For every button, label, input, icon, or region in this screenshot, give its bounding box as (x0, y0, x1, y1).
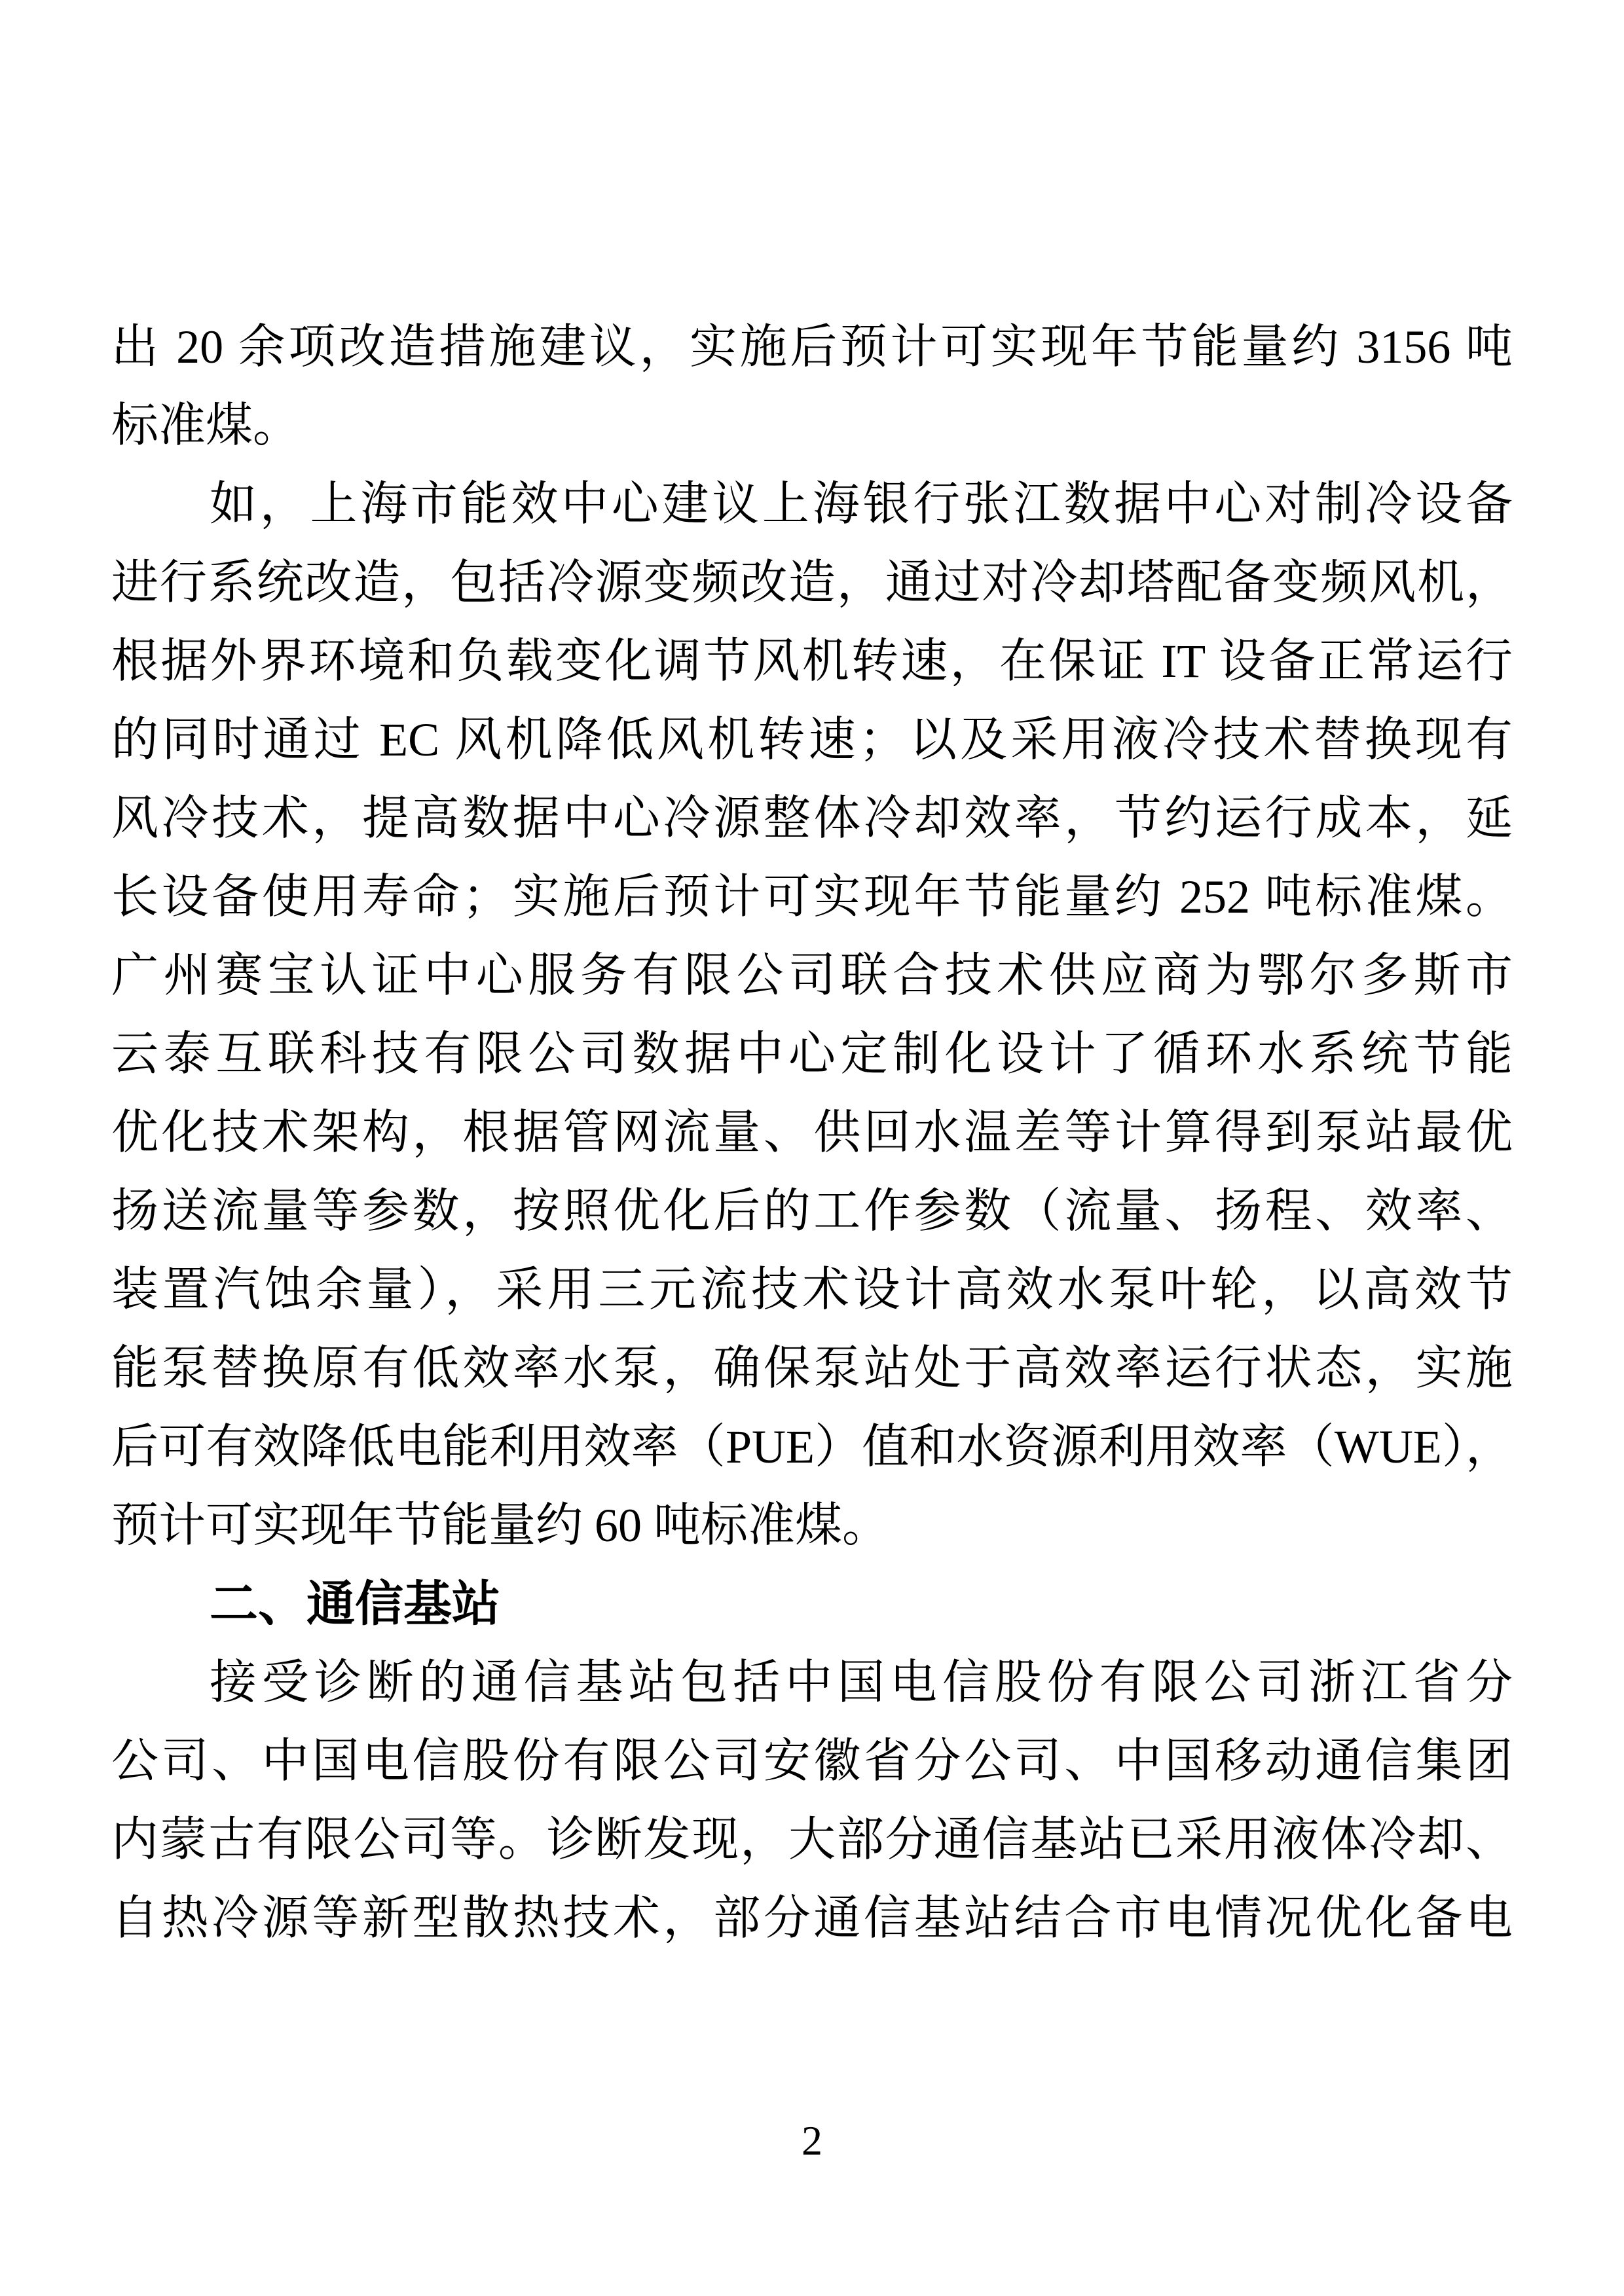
body-text-line: 广州赛宝认证中心服务有限公司联合技术供应商为鄂尔多斯市 (111, 949, 1513, 1002)
body-text-line: 如，上海市能效中心建议上海银行张江数据中心对制冷设备 (210, 478, 1513, 530)
body-text-line: 优化技术架构，根据管网流量、供回水温差等计算得到泵站最优 (111, 1106, 1513, 1159)
body-text-line: 进行系统改造，包括冷源变频改造，通过对冷却塔配备变频风机， (111, 556, 1513, 609)
body-text-line: 风冷技术，提高数据中心冷源整体冷却效率，节约运行成本，延 (111, 792, 1513, 845)
body-text-line: 能泵替换原有低效率水泵，确保泵站处于高效率运行状态，实施 (111, 1342, 1513, 1394)
body-text-line: 内蒙古有限公司等。诊断发现，大部分通信基站已采用液体冷却、 (111, 1813, 1513, 1866)
body-text-line: 扬送流量等参数，按照优化后的工作参数（流量、扬程、效率、 (111, 1185, 1513, 1237)
body-text-line: 的同时通过 EC 风机降低风机转速；以及采用液冷技术替换现有 (111, 714, 1513, 766)
body-text-line: 出 20 余项改造措施建议，实施后预计可实现年节能量约 3156 吨 (111, 321, 1513, 373)
body-text-line: 预计可实现年节能量约 60 吨标准煤。 (111, 1499, 890, 1552)
body-text-line: 长设备使用寿命；实施后预计可实现年节能量约 252 吨标准煤。 (111, 871, 1513, 923)
body-text-line: 根据外界环境和负载变化调节风机转速，在保证 IT 设备正常运行 (111, 635, 1513, 687)
body-text-line: 公司、中国电信股份有限公司安徽省分公司、中国移动通信集团 (111, 1735, 1513, 1787)
body-text-line: 后可有效降低电能利用效率（PUE）值和水资源利用效率（WUE）， (111, 1421, 1513, 1473)
body-text-line: 接受诊断的通信基站包括中国电信股份有限公司浙江省分 (210, 1656, 1513, 1709)
body-text-line: 装置汽蚀余量），采用三元流技术设计高效水泵叶轮，以高效节 (111, 1264, 1513, 1316)
body-text-line: 标准煤。 (111, 399, 301, 452)
document-body (111, 308, 1513, 1958)
page-number: 2 (802, 2117, 822, 2164)
body-text-line: 自热冷源等新型散热技术，部分通信基站结合市电情况优化备电 (111, 1892, 1513, 1944)
section-heading: 二、通信基站 (210, 1576, 500, 1631)
body-text-line: 云泰互联科技有限公司数据中心定制化设计了循环水系统节能 (111, 1028, 1513, 1080)
